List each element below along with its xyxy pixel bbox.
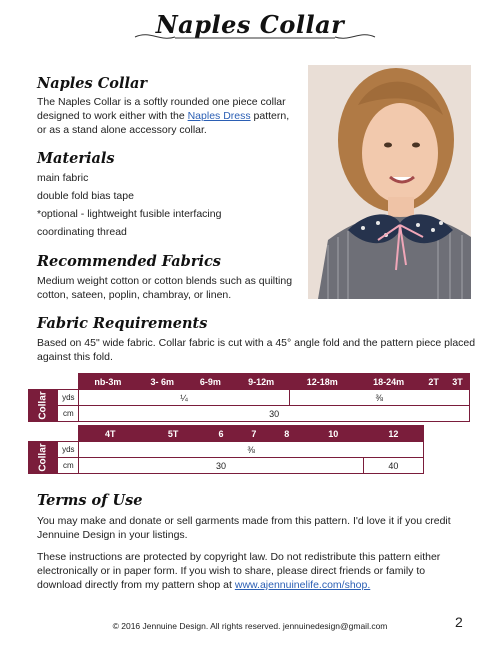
page-title: Naples Collar [155, 10, 345, 39]
cm-unit-label: cm [58, 458, 79, 474]
size-header: 9-12m [233, 374, 289, 390]
material-item: double fold bias tape [37, 190, 134, 202]
material-item: *optional - lightweight fusible interfacing [37, 208, 222, 220]
requirements-table-large [28, 425, 424, 474]
collar-row-label [29, 442, 58, 474]
material-item: coordinating thread [37, 226, 127, 238]
size-header: 2T [422, 374, 446, 390]
terms-heading: Terms of Use [37, 492, 143, 509]
collar-row-label-text: Collar [37, 443, 49, 472]
yds-value: ⅜ [289, 390, 469, 406]
size-header: 12-18m [289, 374, 355, 390]
yds-value: ¼ [79, 390, 289, 406]
table-corner [58, 426, 79, 442]
yds-unit-label: yds [58, 442, 79, 458]
table-corner [29, 374, 58, 390]
child-photo-image [308, 65, 471, 299]
size-header: 18-24m [355, 374, 421, 390]
cm-value: 30 [79, 458, 363, 474]
size-header: 6-9m [188, 374, 234, 390]
requirements-heading: Fabric Requirements [37, 315, 208, 332]
yds-unit-label: yds [58, 390, 79, 406]
size-header: 5T [142, 426, 205, 442]
requirements-table-small [28, 373, 470, 422]
size-header: nb-3m [79, 374, 137, 390]
size-header: 6 [205, 426, 238, 442]
terms-paragraph [37, 550, 472, 592]
pattern-shop-link[interactable]: www.ajennuinelife.com/shop. [234, 579, 371, 591]
material-item: main fabric [37, 172, 89, 184]
size-header: 10 [303, 426, 363, 442]
fabrics-heading: Recommended Fabrics [37, 253, 221, 270]
table-corner [58, 374, 79, 390]
table-corner [29, 426, 58, 442]
fabrics-text: Medium weight cotton or cotton blends such as quilting cotton, sateen, poplin, chambray, or linen. [37, 275, 293, 301]
size-header: 4T [79, 426, 142, 442]
page-footer: © 2016 Jennuine Design. All rights reserved. jennuinedesign@gmail.com [112, 621, 388, 631]
naples-dress-link[interactable]: Naples Dress [187, 110, 251, 122]
title-flourish [0, 28, 500, 48]
cm-value: 30 [79, 406, 470, 422]
intro-section [37, 75, 299, 137]
intro-text [37, 95, 299, 137]
size-header: 3T [446, 374, 470, 390]
materials-section [37, 150, 299, 239]
cm-value: 40 [363, 458, 423, 474]
size-header: 8 [270, 426, 303, 442]
page-number: 2 [455, 614, 463, 630]
terms-section [37, 492, 472, 592]
child-photo [308, 65, 471, 299]
yds-value: ⅜ [79, 442, 424, 458]
size-header: 12 [363, 426, 423, 442]
requirements-section [37, 315, 477, 364]
intro-text-end: pattern, or as a stand alone accessory collar. [37, 110, 290, 136]
cm-unit-label: cm [58, 406, 79, 422]
size-header: 7 [237, 426, 270, 442]
collar-row-label-text: Collar [37, 391, 49, 420]
fabrics-section [37, 253, 299, 302]
size-header: 3- 6m [137, 374, 188, 390]
intro-text-start: The Naples Collar is a softly rounded one piece collar designed to work either with the [37, 96, 286, 122]
terms-paragraph: You may make and donate or sell garments made from this pattern. I'd love it if you credit Jennuine Design in your listings. [37, 515, 451, 541]
terms-paragraph-text: These instructions are protected by copyright law. Do not redistribute this pattern either electronically or in paper form. If you wish to share, please direct friends or family to download directly from my pattern shop at [37, 551, 441, 591]
materials-heading: Materials [37, 150, 115, 167]
collar-row-label [29, 390, 58, 422]
requirements-text: Based on 45" wide fabric. Collar fabric is cut with a 45° angle fold and the pattern piece placed against this fold. [37, 337, 476, 363]
intro-heading: Naples Collar [37, 75, 147, 92]
